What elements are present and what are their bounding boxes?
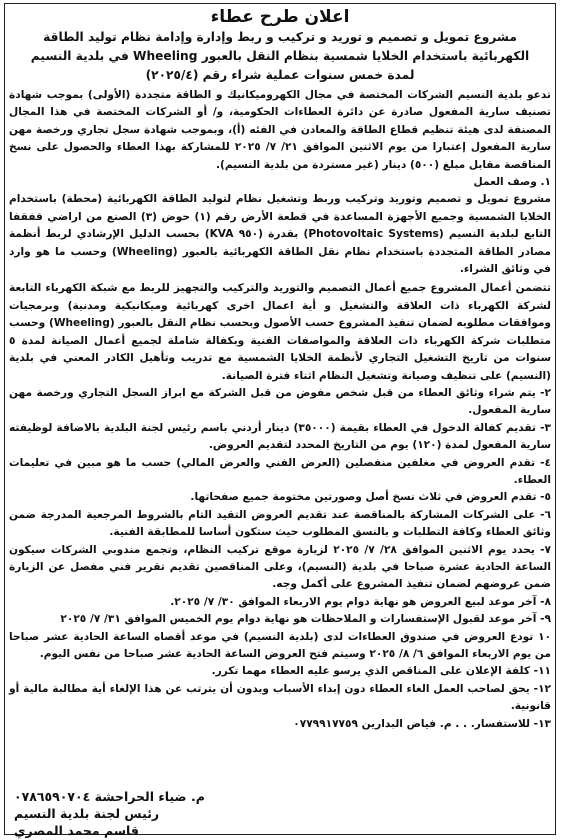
footer-contact: م. ضياء الحراحشة ٠٧٨٦٥٩٠٧٠٤ xyxy=(14,789,205,804)
project-subtitle-line-1: مشروع تمويل و تصميم و توريد و تركيب و ربط وإدارة وإدامة نظام توليد الطاقة xyxy=(43,30,517,44)
clause-7: ٧- يحدد يوم الاثنين الموافق ٢٨/ ٧/ ٢٠٢٥ لزيارة موقع تركيب النظام، وتجمع مندوبي الشركات سيكون الساعة الحادية عشرة صباحا في بلدية (النسيم)، وعلى المناقصين تقديم تقرير فني مفصل عن الزيارة ضمن عروضهم لضمان تنفيذ المشروع على أكمل وجه. xyxy=(9,543,552,591)
clause-13-contact: ١٣- للاستفسار. . . م. فياض البدارين ٠٧٧٩٩١٧٧٥٩ xyxy=(293,717,551,730)
committee-title: رئيس لجنة بلدية النسيم xyxy=(14,806,160,821)
clause-5: ٥- تقدم العروض في ثلاث نسخ أصل وصورتين مختومة جميع صفحاتها. xyxy=(190,491,551,504)
work-description-text: مشروع تمويل و تصميم وتوريد وتركيب وربط وتشغيل نظام لتوليد الطاقة الكهربائية (محطة) باستخدام الخلايا الشمسية وجميع الأجهزة المساعدة في قطعة الأرض رقم (١) حوض (٣) الصنع من اراضي قفقفا التابع لبلدية النسيم (Photovoltaic Systems) بقدرة (٩٥٠ KVA) بحسب الدليل الإرشادي لربط أنظمة مصادر الطاقة المتجددة باستخدام نظام نقل الطاقة الكهربائية بالعبور (Wheeling) وحسب ما هو وارد في وثائق الشراء. xyxy=(9,193,552,276)
tender-announcement xyxy=(9,6,551,733)
signatory-name: قاسم محمد المصري xyxy=(14,823,139,838)
announcement-title: اعلان طرح عطاء xyxy=(210,7,350,27)
work-scope-details: تتضمن أعمال المشروع جميع أعمال التصميم والتوريد والتركيب والتجهيز للربط مع شبكة الكهرباء التابعة لشركة الكهرباء ذات العلاقة والتشغيل و أية اعمال اخرى كهربائية وميكانيكية ومدنية) وبرمجيات وموافقات مطلوبه لضمان تنفيذ المشروع حسب الأصول وبحسب نظام النقل بالعبور (Wheeling) وحسب متطلبات شركة الكهرباء ذات العلاقة والمواصفات الفنية وبكفالة شاملة لجميع أعمال الصيانة لمدة ٥ سنوات من تاريخ التشغيل التجاري لأنظمة الخلايا الشمسية مع تدريب وتأهيل الكادر المعني في بلدية (النسيم) على تنظيف وصيانة وتشغيل النظام اثناء فترة الصيانة. xyxy=(9,282,552,382)
work-description-heading: ١. وصف العمل xyxy=(473,176,551,189)
project-subtitle-line-3: لمدة خمس سنوات عملية شراء رقم (٢٠٢٥/٤) xyxy=(145,68,415,82)
clause-8: ٨- آخر موعد لبيع العروض هو نهاية دوام يوم الاربعاء الموافق ٣٠/ ٧/ ٢٠٢٥. xyxy=(170,595,551,608)
clause-11: ١١- كلفة الإعلان على المناقص الذي يرسو عليه العطاء مهما تكرر. xyxy=(211,665,551,678)
clause-10: ١٠ تودع العروض في صندوق العطاءات لدى (بلدية النسيم) في موعد أقصاه الساعة الحادية عشر صباحا من يوم الاربعاء الموافق ٦/ ٨/ ٢٠٢٥ وسيتم فتح العروض الساعة الحادية عشر صباحا من نفس اليوم. xyxy=(9,630,551,660)
intro-paragraph: تدعو بلدية النسيم الشركات المختصة في مجال الكهروميكانيك و الطاقة متجددة (الأولى) بموجب شهادة تصنيف سارية المفعول صادرة عن دائرة العطاءات الحكومية، و/ أو الشركات المختصة في هذا المجال المصنفة لدى هيئة تنظيم قطاع الطاقة والمعادن في الفئه (أ)، وبموجب شهادة سجل تجاري ورخصة مهن سارية المفعول إعتبارا من يوم الاثنين الموافق ٢١/ ٧/ ٢٠٢٥ للمشاركة بهذا العطاء والحصول على نسخ المناقصة مقابل مبلغ (٥٠٠) دينار (غير مستردة من بلدية النسيم). xyxy=(9,89,551,171)
clause-12: ١٢- يحق لصاحب العمل الغاء العطاء دون إبداء الأسباب وبدون أن يترتب عن هذا الإلغاء أية مطالبة مالية أو قانونية. xyxy=(9,682,551,713)
project-subtitle-line-2: الكهربائية باستخدام الخلايا شمسية بنظام النقل بالعبور Wheeling في بلدية النسيم xyxy=(30,49,530,63)
signature-block xyxy=(14,788,314,839)
clause-9: ٩- آخر موعد لقبول الإستفسارات و الملاحظات هو نهاية دوام يوم الخميس الموافق ٣١/ ٧/ ٢٠٢٥ xyxy=(60,613,551,626)
clause-6: ٦- على الشركات المشاركة بالمناقصة عند تقديم العروض التقيد التام بالشروط المرجعية المدرجة ضمن وثائق العطاء وكافة التطلبات و بالنسق المطلوب حيث ستكون أساسا للمطابقة الفنية. xyxy=(9,508,551,539)
clause-2: ٢- يتم شراء وثائق العطاء من قبل شخص مفوض من قبل الشركة مع ابراز السجل التجاري ورخصة مهن سارية المفعول. xyxy=(9,386,551,417)
clause-4: ٤- تقدم العروض في مغلفين منفصلين (العرض الفني والعرض المالي) حسب ما هو مبين في تعليمات العطاء. xyxy=(9,456,551,486)
clause-3: ٣- تقديم كفالة الدخول في العطاء بقيمة (٣٥٠٠٠) دينار أردني باسم رئيس لجنة البلدية بالاضافة لوظيفته سارية المفعول لمدة (١٢٠) يوم من التاريخ المحدد لتقديم العروض. xyxy=(9,421,551,452)
